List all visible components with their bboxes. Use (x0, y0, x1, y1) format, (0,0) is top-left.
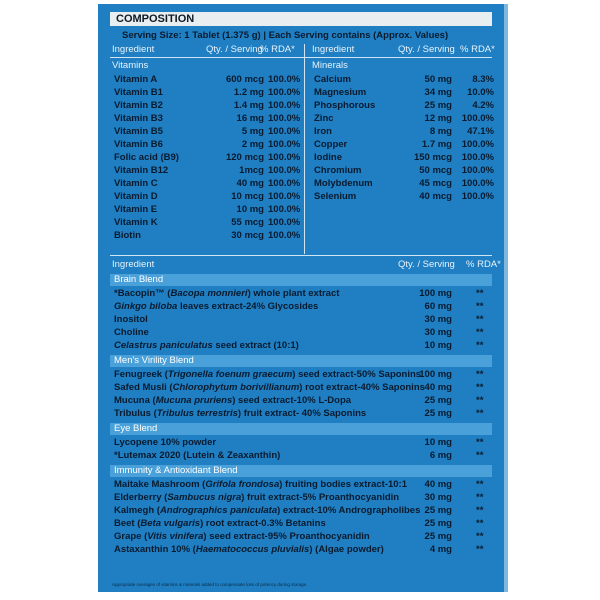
blend-ingredient (114, 544, 384, 556)
blend-rda: ** (476, 340, 484, 351)
blend-qty: 25 mg (424, 518, 452, 529)
blend-qty: 30 mg (424, 327, 452, 338)
blend-qty: 30 mg (424, 492, 452, 503)
blend-ingredient (114, 288, 339, 300)
mineral-rda: 47.1% (467, 126, 494, 137)
ingredient-text: Mucuna ( (114, 395, 156, 406)
blend-ingredient (114, 531, 370, 543)
mineral-qty: 8 mg (429, 126, 452, 137)
mineral-name: Phosphorous (314, 100, 376, 111)
mineral-rda: 10.0% (467, 87, 494, 98)
blend-row (98, 288, 504, 300)
mineral-qty: 50 mcg (419, 165, 452, 176)
vitamin-rda: 100.0% (268, 191, 301, 202)
ingredient-divider (110, 255, 492, 256)
col-ingredient-right: Ingredient (312, 44, 355, 55)
vitamin-rda: 100.0% (268, 165, 301, 176)
mineral-rda: 100.0% (461, 139, 494, 150)
blend-ingredient (114, 395, 351, 407)
mineral-name: Zinc (314, 113, 334, 124)
vitamin-name: Vitamin D (114, 191, 158, 202)
vitamin-row (98, 230, 504, 242)
ingredient-latin-name: Beta vulgaris (140, 518, 201, 529)
vitamin-qty: 120 mcg (225, 152, 264, 163)
blend-ingredient (114, 408, 366, 420)
vitamin-name: Vitamin B3 (114, 113, 163, 124)
footnote: Appropriate overages of vitamins & minerals added to compensate loss of potency during storage. (112, 582, 308, 587)
vitamin-name: Vitamin B5 (114, 126, 163, 137)
blend-rda: ** (476, 450, 484, 461)
vitamin-row (98, 217, 504, 229)
vitamin-qty: 30 mcg (231, 230, 264, 241)
blend-row (98, 505, 504, 517)
blend-qty: 6 mg (429, 450, 452, 461)
vitamin-qty: 10 mg (236, 204, 264, 215)
vitamin-rda: 100.0% (268, 230, 301, 241)
minerals-title: Minerals (312, 60, 348, 71)
vitamin-name: Vitamin B2 (114, 100, 163, 111)
ingredient-text: *Lutemax 2020 (Lutein & Zeaxanthin) (114, 450, 281, 461)
vitamin-qty: 55 mcg (231, 217, 264, 228)
blend-ingredient (114, 437, 216, 449)
vitamin-name: Vitamin B6 (114, 139, 163, 150)
ingredient-text: ) whole plant extract (247, 288, 340, 299)
vitamin-rda: 100.0% (268, 87, 301, 98)
ingredient-text: ) root extract-0.3% Betanins (200, 518, 326, 529)
vitamin-name: Vitamin K (114, 217, 158, 228)
blend-row (98, 340, 504, 352)
mineral-qty: 150 mcg (413, 152, 452, 163)
blend-rda: ** (476, 544, 484, 555)
ingredient-text: seed extract (10:1) (212, 340, 299, 351)
serving-info (98, 30, 504, 42)
mineral-rda: 4.2% (472, 100, 494, 111)
section-titles-row (98, 60, 504, 72)
mineral-qty: 50 mg (424, 74, 452, 85)
header-divider (110, 57, 492, 58)
mineral-rda: 100.0% (461, 178, 494, 189)
vitamin-qty: 1.4 mg (233, 100, 264, 111)
vitamin-name: Vitamin B12 (114, 165, 169, 176)
ingredient-latin-name: Ginkgo biloba (114, 301, 178, 312)
panel-edge (504, 4, 508, 592)
mineral-row (98, 165, 504, 177)
mineral-name: Calcium (314, 74, 351, 85)
blend-qty: 100 mg (419, 369, 452, 380)
ingredient-text: ) seed extract-95% Proanthocyanidin (203, 531, 370, 542)
vitamin-name: Vitamin B1 (114, 87, 163, 98)
ingredient-text: Kalmegh ( (114, 505, 160, 516)
vitamin-rda: 100.0% (268, 139, 301, 150)
vitamin-name: Vitamin C (114, 178, 158, 189)
blend-row (98, 437, 504, 449)
blend-rda: ** (476, 492, 484, 503)
blend-col-qty: Qty. / Serving (398, 259, 455, 270)
ingredient-text: ) seed extract-10% L-Dopa (232, 395, 352, 406)
ingredient-latin-name: Haematococcus pluvialis (195, 544, 310, 555)
blend-ingredient (114, 314, 148, 326)
blend-ingredient (114, 518, 326, 530)
blend-qty: 30 mg (424, 314, 452, 325)
vitamin-rda: 100.0% (268, 126, 301, 137)
blend-rda: ** (476, 518, 484, 529)
blend-row (98, 518, 504, 530)
blend-col-rda: % RDA* (466, 259, 501, 270)
blend-row (98, 395, 504, 407)
ingredient-text: Elderberry ( (114, 492, 168, 503)
vitamins-title: Vitamins (112, 60, 149, 71)
blend-row (98, 531, 504, 543)
ingredient-text: Fenugreek ( (114, 369, 168, 380)
blend-qty: 25 mg (424, 531, 452, 542)
mineral-name: Chromium (314, 165, 362, 176)
blend-ingredient (114, 479, 407, 491)
ingredient-latin-name: Bacopa monnieri (170, 288, 248, 299)
blend-rda: ** (476, 369, 484, 380)
composition-title: COMPOSITION (110, 12, 492, 26)
mineral-row (98, 191, 504, 203)
blend-header-row (98, 259, 504, 271)
vitamin-name: Biotin (114, 230, 141, 241)
blend-rda: ** (476, 327, 484, 338)
blend-col-ingredient: Ingredient (112, 259, 155, 270)
vitamin-rda: 100.0% (268, 100, 301, 111)
vitamin-qty: 2 mg (241, 139, 264, 150)
blend-row (98, 369, 504, 381)
ingredient-text: Inositol (114, 314, 148, 325)
blend-qty: 40 mg (424, 382, 452, 393)
ingredient-text: ) root extract-40% Saponins (299, 382, 425, 393)
vitamin-qty: 16 mg (236, 113, 264, 124)
col-qty-left: Qty. / Serving (206, 44, 263, 55)
ingredient-text: Maitake Mashroom ( (114, 479, 206, 490)
blend-ingredient (114, 450, 280, 462)
mineral-name: Magnesium (314, 87, 367, 98)
mineral-qty: 12 mg (424, 113, 452, 124)
blend-qty: 10 mg (424, 437, 452, 448)
col-ingredient-left: Ingredient (112, 44, 155, 55)
ingredient-text: Safed Musli ( (114, 382, 173, 393)
mineral-name: Copper (314, 139, 348, 150)
blend-qty: 60 mg (424, 301, 452, 312)
mineral-qty: 34 mg (424, 87, 452, 98)
mineral-rda: 100.0% (461, 152, 494, 163)
ingredient-latin-name: Andrographics paniculata (159, 505, 278, 516)
mineral-row (98, 74, 504, 86)
blend-row (98, 479, 504, 491)
blend-rda: ** (476, 531, 484, 542)
mineral-row (98, 139, 504, 151)
blend-ingredient (114, 492, 399, 504)
vitamin-rda: 100.0% (268, 152, 301, 163)
serving-text: Serving Size: 1 Tablet (1.375 g) | Each Serving contains (Approx. Values) (122, 30, 449, 41)
blend-rda: ** (476, 479, 484, 490)
ingredient-latin-name: Sambucus nigra (167, 492, 242, 503)
blend-row (98, 544, 504, 556)
vitamin-qty: 600 mcg (225, 74, 264, 85)
mineral-qty: 1.7 mg (421, 139, 452, 150)
blend-ingredient (114, 369, 421, 381)
col-rda-right: % RDA* (460, 44, 495, 55)
ingredient-text: Choline (114, 327, 149, 338)
blend-title-immunity: Immunity & Antioxidant Blend (110, 465, 492, 477)
blend-row (98, 314, 504, 326)
mineral-row (98, 113, 504, 125)
column-header-row (98, 44, 504, 56)
vitamin-rda: 100.0% (268, 74, 301, 85)
mineral-name: Iron (314, 126, 332, 137)
blend-rda: ** (476, 314, 484, 325)
blend-row (98, 382, 504, 394)
vitamin-name: Folic acid (B9) (114, 152, 179, 163)
blend-row (98, 492, 504, 504)
blend-row (98, 327, 504, 339)
blend-ingredient (114, 505, 420, 517)
blend-ingredient (114, 340, 299, 352)
mineral-row (98, 178, 504, 190)
mineral-qty: 40 mcg (419, 191, 452, 202)
ingredient-text: Beet ( (114, 518, 141, 529)
vitamin-row (98, 204, 504, 216)
ingredient-text: *Bacopin™ ( (114, 288, 171, 299)
ingredient-latin-name: Grifola frondosa (205, 479, 280, 490)
col-rda-left: % RDA* (260, 44, 295, 55)
blend-qty: 25 mg (424, 505, 452, 516)
mineral-name: Selenium (314, 191, 357, 202)
blend-qty: 40 mg (424, 479, 452, 490)
blend-title-virility: Men's Virility Blend (110, 355, 492, 367)
vitamin-name: Vitamin E (114, 204, 158, 215)
ingredient-text: ) (Algae powder) (309, 544, 384, 555)
composition-panel (98, 4, 504, 592)
vitamin-qty: 1.2 mg (233, 87, 264, 98)
blend-row (98, 450, 504, 462)
mineral-row (98, 87, 504, 99)
mineral-qty: 45 mcg (419, 178, 452, 189)
blend-qty: 25 mg (424, 395, 452, 406)
blend-rda: ** (476, 408, 484, 419)
vitamin-rda: 100.0% (268, 178, 301, 189)
ingredient-text: Astaxanthin 10% ( (114, 544, 196, 555)
vitamin-qty: 10 mcg (231, 191, 264, 202)
mineral-rda: 100.0% (461, 191, 494, 202)
ingredient-text: ) extract-10% Andrographolibes (277, 505, 421, 516)
ingredient-latin-name: Vitis vinifera (147, 531, 204, 542)
blend-rda: ** (476, 437, 484, 448)
blend-ingredient (114, 382, 425, 394)
blend-rda: ** (476, 301, 484, 312)
ingredient-text: ) fruiting bodies extract-10:1 (279, 479, 407, 490)
blend-qty: 10 mg (424, 340, 452, 351)
blend-qty: 100 mg (419, 288, 452, 299)
blend-title-eye: Eye Blend (110, 423, 492, 435)
blend-ingredient (114, 301, 318, 313)
ingredient-text: ) fruit extract-5% Proanthocyanidin (241, 492, 400, 503)
blend-rda: ** (476, 395, 484, 406)
vitamin-qty: 5 mg (241, 126, 264, 137)
mineral-row (98, 152, 504, 164)
blend-row (98, 301, 504, 313)
ingredient-text: Tribulus ( (114, 408, 157, 419)
ingredient-latin-name: Chlorophytum borivillianum (172, 382, 300, 393)
vitamin-qty: 1mcg (239, 165, 264, 176)
mineral-rda: 100.0% (461, 165, 494, 176)
ingredient-text: leaves extract-24% Glycosides (177, 301, 319, 312)
vitamin-rda: 100.0% (268, 113, 301, 124)
ingredient-text: Grape ( (114, 531, 148, 542)
mineral-row (98, 100, 504, 112)
ingredient-text: Lycopene 10% powder (114, 437, 217, 448)
mineral-rda: 8.3% (472, 74, 494, 85)
ingredient-text: ) fruit extract- 40% Saponins (237, 408, 367, 419)
mineral-rda: 100.0% (461, 113, 494, 124)
vitamin-rda: 100.0% (268, 217, 301, 228)
blend-qty: 25 mg (424, 408, 452, 419)
mineral-name: Iodine (314, 152, 342, 163)
mineral-row (98, 126, 504, 138)
ingredient-latin-name: Tribulus terrestris (156, 408, 238, 419)
blend-title-brain: Brain Blend (110, 274, 492, 286)
mineral-name: Molybdenum (314, 178, 373, 189)
vitamin-qty: 40 mg (236, 178, 264, 189)
vitamin-rda: 100.0% (268, 204, 301, 215)
blend-ingredient (114, 327, 149, 339)
ingredient-latin-name: Trigonella foenum graecum (167, 369, 293, 380)
blend-rda: ** (476, 505, 484, 516)
ingredient-text: ) seed extract-50% Saponins (292, 369, 422, 380)
blend-rda: ** (476, 382, 484, 393)
blend-row (98, 408, 504, 420)
blend-qty: 4 mg (429, 544, 452, 555)
ingredient-latin-name: Celastrus paniculatus (114, 340, 213, 351)
col-qty-right: Qty. / Serving (398, 44, 455, 55)
ingredient-latin-name: Mucuna pruriens (155, 395, 233, 406)
vitamin-name: Vitamin A (114, 74, 158, 85)
blend-rda: ** (476, 288, 484, 299)
mineral-qty: 25 mg (424, 100, 452, 111)
